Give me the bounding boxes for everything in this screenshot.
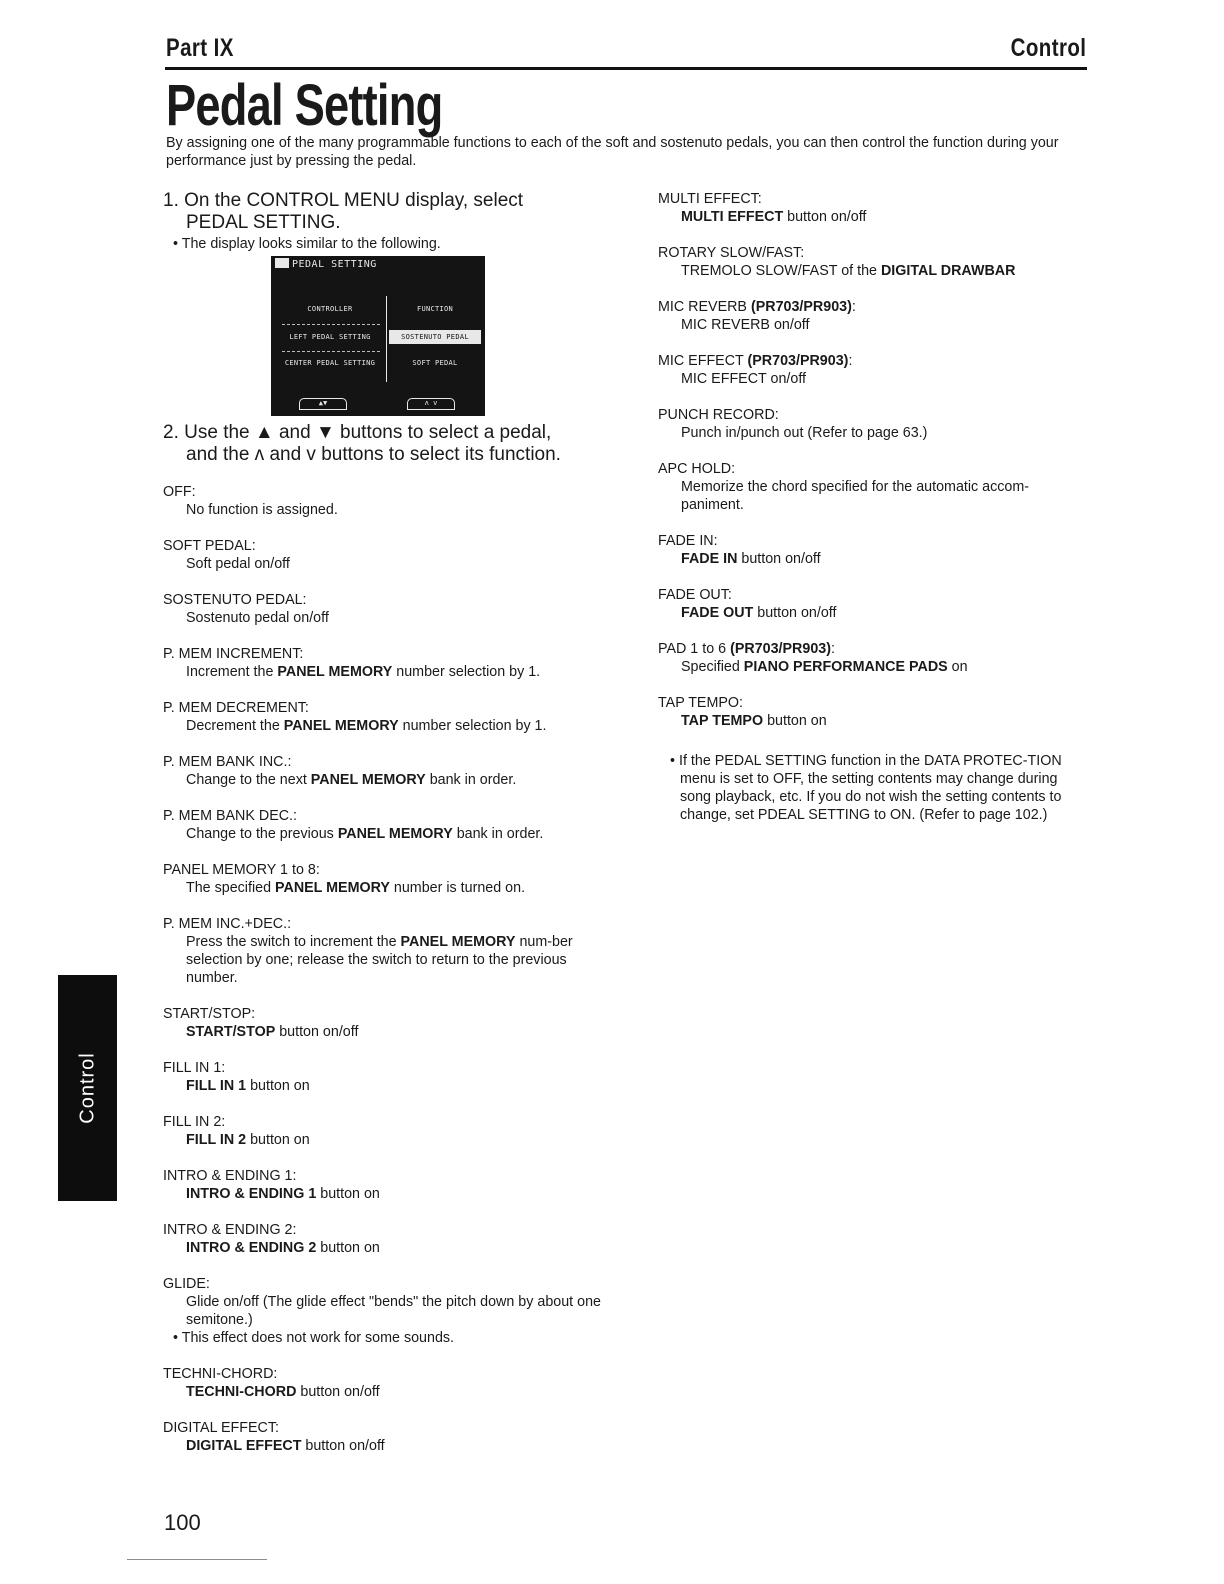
function-entry xyxy=(163,1167,603,1203)
function-description xyxy=(163,1077,603,1095)
bold-term: TECHNI-CHORD xyxy=(186,1384,297,1400)
protection-note: • If the PEDAL SETTING function in the DATA PROTEC-TION menu is set to OFF, the setting contents may change during song playback, etc. If you do not wish the setting contents to change, set PDEAL SETTING to ON. (Refer to page 102.) xyxy=(670,753,1062,823)
function-name xyxy=(658,460,1088,478)
text-run: : xyxy=(851,299,856,315)
function-entry xyxy=(163,1419,603,1455)
page-number: 100 xyxy=(164,1510,201,1535)
bold-term: PANEL MEMORY xyxy=(283,718,399,734)
text-run: MULTI EFFECT: xyxy=(658,191,762,207)
function-description xyxy=(163,663,603,681)
function-name: START/STOP: xyxy=(163,1006,256,1022)
text-run: Punch in/punch out (Refer to page 63.) xyxy=(681,425,928,441)
text-run: Glide on/off (The glide effect "bends" the pitch down by about one semitone.) xyxy=(186,1294,601,1328)
function-description xyxy=(163,1131,603,1149)
text-run: MIC REVERB xyxy=(658,299,751,315)
function-description xyxy=(163,1293,603,1329)
text-run: button on/off xyxy=(753,605,837,621)
bold-term: PANEL MEMORY xyxy=(400,934,516,950)
function-name xyxy=(658,586,1088,604)
text-run: number selection by 1. xyxy=(398,718,547,734)
function-description xyxy=(163,879,603,897)
function-description xyxy=(163,933,603,987)
header-part: Part IX xyxy=(166,34,234,62)
lcd-col-controller: CONTROLLER xyxy=(307,305,353,313)
text-run: num-ber selection by one; release the switch to return to the previous number. xyxy=(186,934,573,986)
function-name xyxy=(658,244,1088,262)
lcd-row2-right: SOFT PEDAL xyxy=(412,359,458,367)
function-name: FILL IN 2: xyxy=(163,1114,226,1130)
text-run: MIC REVERB on/off xyxy=(681,317,810,333)
side-tab xyxy=(58,975,117,1201)
function-description xyxy=(658,604,1088,622)
function-description xyxy=(658,370,1088,388)
text-run: ROTARY SLOW/FAST: xyxy=(658,245,805,261)
function-entry xyxy=(163,483,603,519)
function-description xyxy=(163,555,603,573)
function-entry xyxy=(658,640,1088,676)
bold-term: PIANO PERFORMANCE PADS xyxy=(743,659,948,675)
function-entry xyxy=(163,1221,603,1257)
text-run: Change to the previous xyxy=(186,826,338,842)
text-run: button on/off xyxy=(783,209,867,225)
lcd-button-right: ʌ v xyxy=(407,398,455,410)
text-run: APC HOLD: xyxy=(658,461,736,477)
function-name xyxy=(658,406,1088,424)
function-name: DIGITAL EFFECT: xyxy=(163,1420,279,1436)
function-entry xyxy=(163,645,603,681)
function-name: P. MEM DECREMENT: xyxy=(163,700,309,716)
function-list-left xyxy=(163,483,603,1455)
bold-term: INTRO & ENDING 1 xyxy=(186,1186,317,1202)
text-run: button on/off xyxy=(301,1438,385,1454)
step-1 xyxy=(163,190,603,252)
header-rule xyxy=(165,67,1087,70)
bold-term: FADE IN xyxy=(681,551,738,567)
function-entry xyxy=(163,537,603,573)
text-run: bank in order. xyxy=(425,772,517,788)
text-run: PAD 1 to 6 xyxy=(658,641,731,657)
function-description xyxy=(163,1383,603,1401)
function-name: GLIDE: xyxy=(163,1276,210,1292)
function-name: P. MEM BANK DEC.: xyxy=(163,808,297,824)
function-entry xyxy=(658,298,1088,334)
page-title: Pedal Setting xyxy=(166,73,443,138)
lcd-row1-right: SOSTENUTO PEDAL xyxy=(389,330,481,344)
function-description xyxy=(163,825,603,843)
function-name: INTRO & ENDING 1: xyxy=(163,1168,297,1184)
bold-term: (PR703/PR903) xyxy=(730,641,831,657)
function-list-right xyxy=(658,190,1088,730)
bold-term: (PR703/PR903) xyxy=(747,353,849,369)
function-description xyxy=(658,262,1088,280)
function-entry xyxy=(163,1113,603,1149)
text-run: Specified xyxy=(681,659,744,675)
text-run: button on/off xyxy=(275,1024,359,1040)
bold-term: FILL IN 2 xyxy=(186,1132,247,1148)
function-description xyxy=(658,208,1088,226)
step-text-line2: PEDAL SETTING. xyxy=(186,212,341,233)
function-name: P. MEM INC.+DEC.: xyxy=(163,916,292,932)
function-name xyxy=(658,694,1088,712)
text-run: number is turned on. xyxy=(389,880,526,896)
bold-term: FILL IN 1 xyxy=(186,1078,247,1094)
text-run: button on xyxy=(246,1132,310,1148)
function-description xyxy=(163,1023,603,1041)
function-entry xyxy=(163,861,603,897)
function-name: FILL IN 1: xyxy=(163,1060,226,1076)
text-run: MIC EFFECT xyxy=(658,353,748,369)
intro-paragraph: By assigning one of the many programmable functions to each of the soft and sostenuto pedals, you can then control the function during your performance just by pressing the pedal. xyxy=(166,135,1059,169)
function-entry xyxy=(658,406,1088,442)
text-run: Press the switch to increment the xyxy=(186,934,401,950)
bold-term: PANEL MEMORY xyxy=(275,880,390,896)
lcd-divider xyxy=(282,324,380,325)
function-entry xyxy=(163,591,603,627)
function-description xyxy=(658,550,1088,568)
function-description xyxy=(163,609,603,627)
text-run: Memorize the chord specified for the automatic accom-paniment. xyxy=(681,479,1030,513)
bold-term: FADE OUT xyxy=(681,605,754,621)
text-run: FADE IN: xyxy=(658,533,718,549)
function-entry xyxy=(658,694,1088,730)
text-run: : xyxy=(848,353,853,369)
bold-term: PANEL MEMORY xyxy=(310,772,426,788)
text-run: TAP TEMPO: xyxy=(658,695,744,711)
function-entry xyxy=(163,1005,603,1041)
function-name xyxy=(658,352,1088,370)
function-name: SOFT PEDAL: xyxy=(163,538,256,554)
text-run: button on/off xyxy=(737,551,821,567)
function-entry xyxy=(658,190,1088,226)
bold-term: PANEL MEMORY xyxy=(277,664,393,680)
text-run: Change to the next xyxy=(186,772,311,788)
function-description xyxy=(658,712,1088,730)
function-entry xyxy=(163,915,603,987)
text-run: The specified xyxy=(186,880,276,896)
right-column xyxy=(658,190,1088,824)
function-entry xyxy=(163,1275,603,1347)
bold-term: DIGITAL DRAWBAR xyxy=(880,263,1016,279)
function-entry xyxy=(658,460,1088,514)
bold-term: PANEL MEMORY xyxy=(337,826,453,842)
function-name xyxy=(658,190,1088,208)
step-number: 2. xyxy=(163,422,179,443)
function-entry xyxy=(658,352,1088,388)
lcd-col-function: FUNCTION xyxy=(416,305,454,313)
display-icon xyxy=(275,258,289,268)
text-run: on xyxy=(947,659,968,675)
function-description xyxy=(163,771,603,789)
function-name: TECHNI-CHORD: xyxy=(163,1366,278,1382)
function-description xyxy=(163,1239,603,1257)
function-note: • This effect does not work for some sounds. xyxy=(173,1330,455,1346)
function-description xyxy=(658,424,1088,442)
step-text-line1: Use the ▲ and ▼ buttons to select a pedal, xyxy=(184,422,552,443)
function-description xyxy=(163,1437,603,1455)
function-entry xyxy=(658,532,1088,568)
function-entry xyxy=(163,1365,603,1401)
footer-line xyxy=(127,1559,267,1560)
lcd-row1-left: LEFT PEDAL SETTING xyxy=(289,333,371,341)
lcd-title: PEDAL SETTING xyxy=(292,259,377,270)
text-run: button on xyxy=(246,1078,310,1094)
function-name: SOSTENUTO PEDAL: xyxy=(163,592,307,608)
text-run: Sostenuto pedal on/off xyxy=(186,610,329,626)
header-section: Control xyxy=(1010,34,1086,62)
function-entry xyxy=(658,244,1088,280)
function-description xyxy=(658,658,1088,676)
side-tab-label: Control xyxy=(76,1052,98,1124)
text-run: button on xyxy=(316,1240,380,1256)
function-entry xyxy=(163,699,603,735)
function-name: P. MEM INCREMENT: xyxy=(163,646,304,662)
function-name: INTRO & ENDING 2: xyxy=(163,1222,297,1238)
text-run: button on/off xyxy=(296,1384,380,1400)
text-run: : xyxy=(831,641,835,657)
text-run: Decrement the xyxy=(186,718,284,734)
text-run: No function is assigned. xyxy=(186,502,338,518)
text-run: Soft pedal on/off xyxy=(186,556,290,572)
text-run: PUNCH RECORD: xyxy=(658,407,779,423)
function-name: OFF: xyxy=(163,484,196,500)
bold-term: DIGITAL EFFECT xyxy=(186,1438,302,1454)
text-run: FADE OUT: xyxy=(658,587,732,603)
function-name xyxy=(658,640,1088,658)
function-name xyxy=(658,532,1088,550)
lcd-divider xyxy=(282,351,380,352)
function-description xyxy=(658,478,1088,514)
text-run: MIC EFFECT on/off xyxy=(681,371,806,387)
step-text-line2: and the ʌ and v buttons to select its function. xyxy=(186,444,561,465)
function-entry xyxy=(658,586,1088,622)
text-run: button on xyxy=(316,1186,380,1202)
function-entry xyxy=(163,753,603,789)
lcd-display xyxy=(271,256,485,416)
lcd-row2-left: CENTER PEDAL SETTING xyxy=(284,359,376,367)
function-description xyxy=(163,1185,603,1203)
lcd-vertical-divider xyxy=(386,296,387,382)
function-description xyxy=(163,501,603,519)
text-run: button on xyxy=(763,713,827,729)
text-run: number selection by 1. xyxy=(392,664,541,680)
text-run: TREMOLO SLOW/FAST of the xyxy=(681,263,881,279)
text-run: Increment the xyxy=(186,664,278,680)
function-name: PANEL MEMORY 1 to 8: xyxy=(163,862,320,878)
function-name: P. MEM BANK INC.: xyxy=(163,754,292,770)
text-run: bank in order. xyxy=(452,826,544,842)
function-entry xyxy=(163,1059,603,1095)
function-name xyxy=(658,298,1088,316)
bold-term: START/STOP xyxy=(186,1024,276,1040)
left-column xyxy=(163,190,603,1455)
bold-term: (PR703/PR903) xyxy=(750,299,852,315)
function-description xyxy=(658,316,1088,334)
lcd-button-left: ▲▼ xyxy=(299,398,347,410)
function-description xyxy=(163,717,603,735)
function-entry xyxy=(163,807,603,843)
bold-term: INTRO & ENDING 2 xyxy=(186,1240,317,1256)
step-text-line1: On the CONTROL MENU display, select xyxy=(184,190,524,211)
step-note: • The display looks similar to the following. xyxy=(173,236,441,252)
step-2 xyxy=(163,422,603,466)
step-number: 1. xyxy=(163,190,179,211)
bold-term: TAP TEMPO xyxy=(681,713,764,729)
bold-term: MULTI EFFECT xyxy=(681,209,784,225)
